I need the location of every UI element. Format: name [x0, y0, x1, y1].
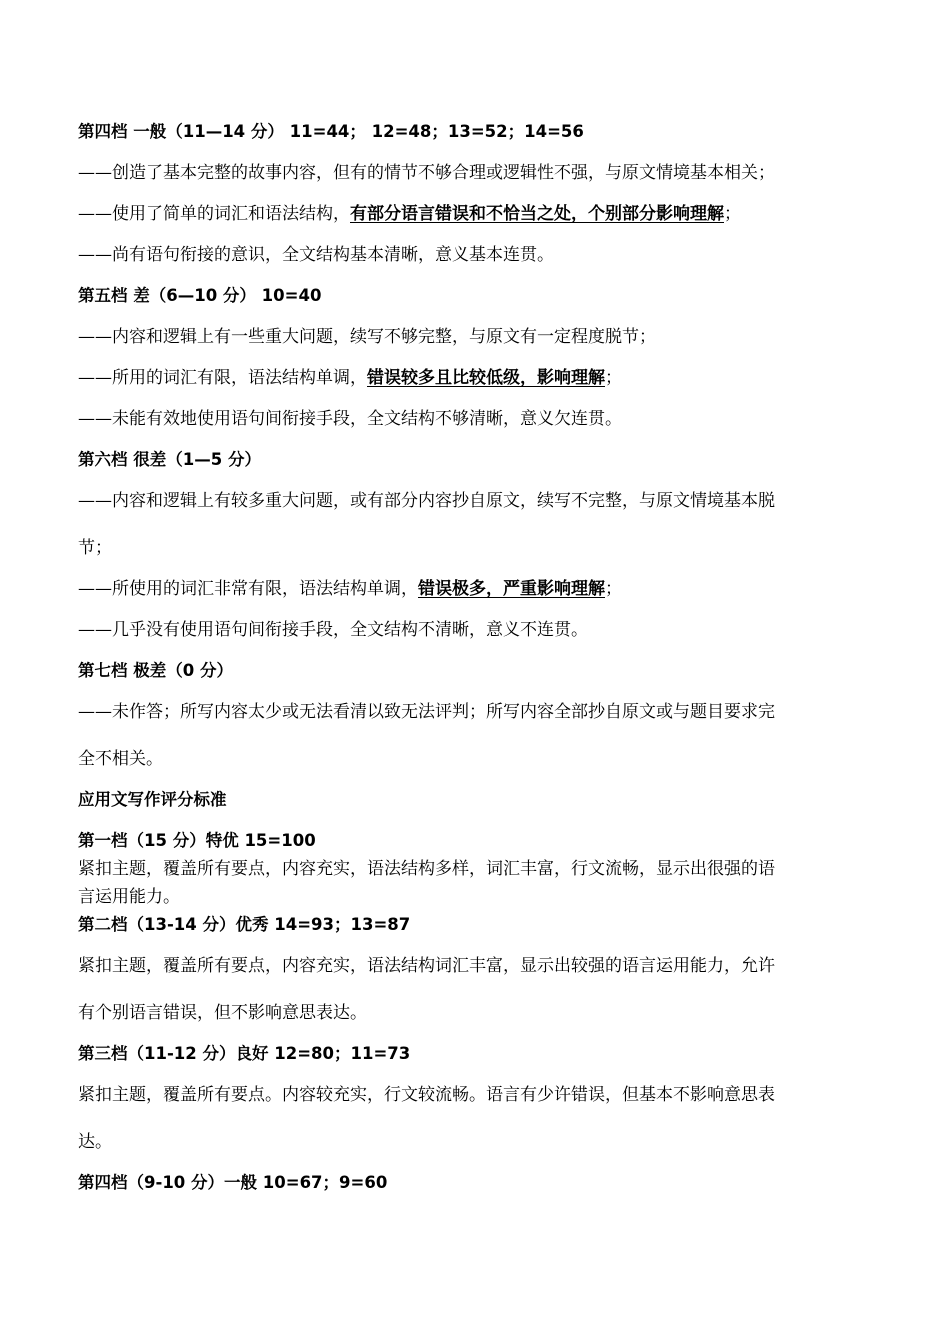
- applied-grade1-line-2: 言运用能力。: [78, 887, 180, 907]
- grade7-heading: 第七档 极差（0 分）: [78, 661, 233, 680]
- applied-grade4-heading: 第四档（9-10 分）一般 10=67；9=60: [78, 1173, 388, 1192]
- grade5-item-3: ——未能有效地使用语句间衔接手段，全文结构不够清晰，意义欠连贯。: [78, 409, 622, 429]
- applied-grade2-line-1: 紧扣主题，覆盖所有要点，内容充实，语法结构词汇丰富，显示出较强的语言运用能力，允许: [78, 956, 775, 976]
- grade6-item-2: [78, 578, 878, 600]
- applied-grade3-heading: 第三档（11-12 分）良好 12=80；11=73: [78, 1044, 411, 1063]
- applied-grade2-line-2: 有个别语言错误，但不影响意思表达。: [78, 1003, 367, 1023]
- grade6-item-3: ——几乎没有使用语句间衔接手段，全文结构不清晰，意义不连贯。: [78, 620, 588, 640]
- grade7-item-1-line-1: ——未作答；所写内容太少或无法看清以致无法评判；所写内容全部抄自原文或与题目要求完: [78, 702, 775, 722]
- grade4-item-2-emphasis: 有部分语言错误和不恰当之处，个别部分影响理解: [350, 204, 724, 224]
- grade4-item-2-pre: ——使用了简单的词汇和语法结构，: [78, 204, 350, 224]
- grade5-item-2-pre: ——所用的词汇有限，语法结构单调，: [78, 368, 367, 388]
- grade6-item-2-post: ；: [605, 579, 622, 599]
- grade5-item-2-post: ；: [605, 368, 622, 388]
- applied-grade1-heading: 第一档（15 分）特优 15=100: [78, 831, 316, 850]
- applied-grade2-heading: 第二档（13-14 分）优秀 14=93；13=87: [78, 915, 411, 934]
- grade6-heading: 第六档 很差（1—5 分）: [78, 450, 261, 469]
- grade5-heading: 第五档 差（6—10 分） 10=40: [78, 286, 322, 305]
- applied-grade3-line-2: 达。: [78, 1132, 112, 1152]
- grade5-item-1: ——内容和逻辑上有一些重大问题，续写不够完整，与原文有一定程度脱节；: [78, 327, 656, 347]
- grade4-item-1: ——创造了基本完整的故事内容，但有的情节不够合理或逻辑性不强，与原文情境基本相关；: [78, 163, 775, 183]
- applied-grade1-line-1: 紧扣主题，覆盖所有要点，内容充实，语法结构多样，词汇丰富，行文流畅，显示出很强的语: [78, 859, 775, 879]
- grade4-item-2-post: ；: [724, 204, 741, 224]
- applied-grade3-line-1: 紧扣主题，覆盖所有要点。内容较充实，行文较流畅。语言有少许错误，但基本不影响意思表: [78, 1085, 775, 1105]
- grade4-heading: 第四档 一般（11—14 分） 11=44； 12=48；13=52；14=56: [78, 122, 584, 141]
- grade6-item-1-line-2: 节；: [78, 538, 112, 558]
- grade4-item-2: [78, 203, 878, 225]
- grade5-item-2: [78, 367, 878, 389]
- grade6-item-2-pre: ——所使用的词汇非常有限，语法结构单调，: [78, 579, 418, 599]
- grade5-item-2-emphasis: 错误较多且比较低级，影响理解: [367, 368, 605, 388]
- grade6-item-1-line-1: ——内容和逻辑上有较多重大问题，或有部分内容抄自原文，续写不完整，与原文情境基本脱: [78, 491, 775, 511]
- grade4-item-3: ——尚有语句衔接的意识，全文结构基本清晰，意义基本连贯。: [78, 245, 554, 265]
- grade6-item-2-emphasis: 错误极多，严重影响理解: [418, 579, 605, 599]
- applied-writing-title: 应用文写作评分标准: [78, 790, 227, 809]
- grade7-item-1-line-2: 全不相关。: [78, 749, 163, 769]
